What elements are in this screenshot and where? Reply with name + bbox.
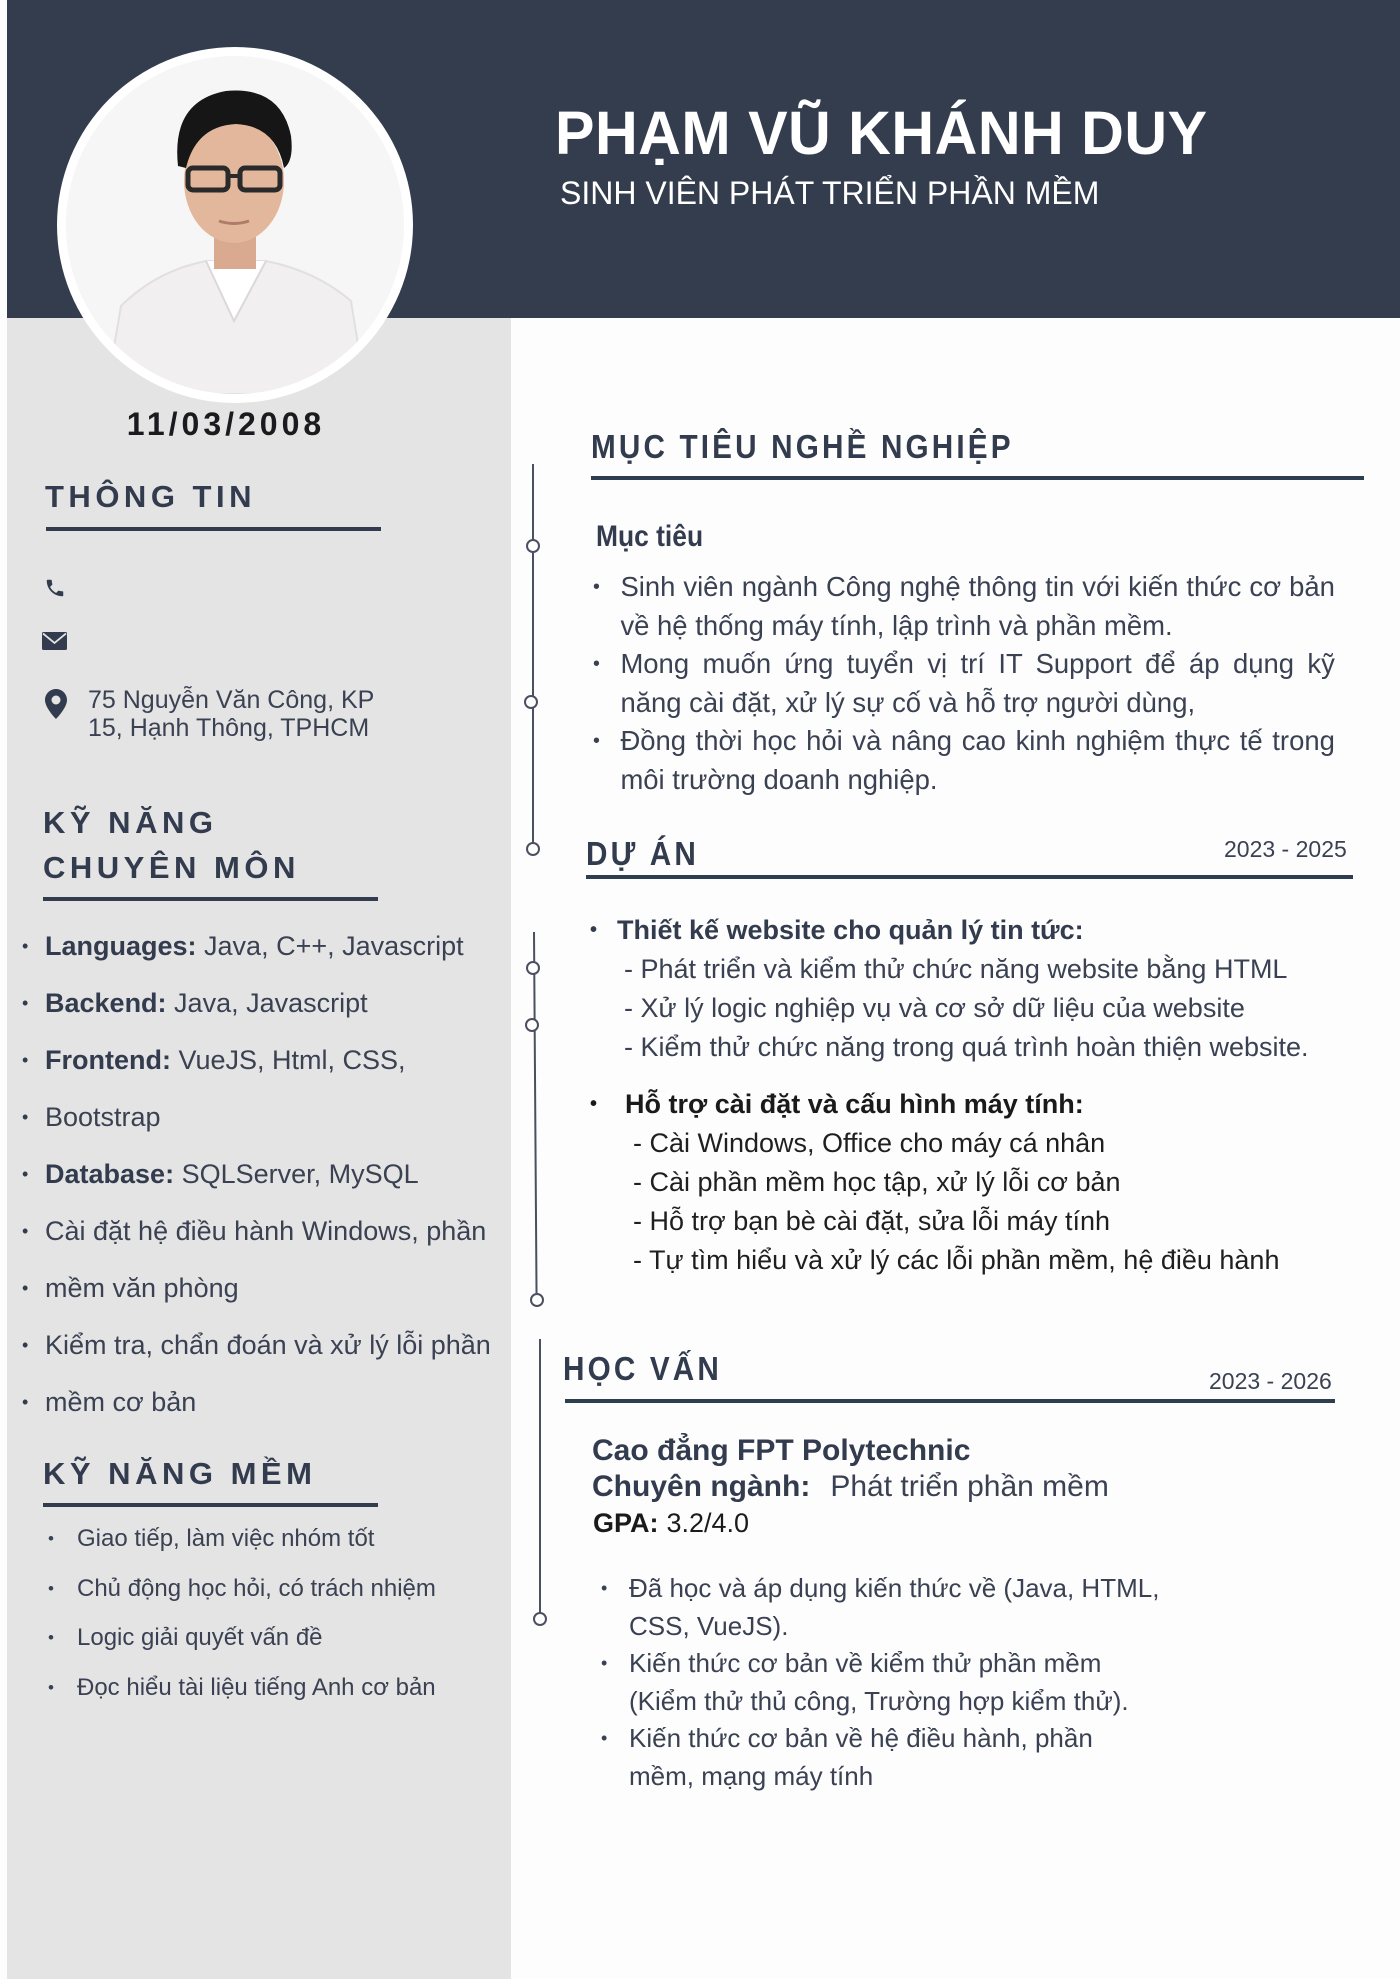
project-item (590, 1085, 1279, 1280)
education-item (601, 1720, 1159, 1795)
email-value (88, 628, 288, 654)
map-pin-icon (45, 689, 67, 719)
hard-skills-list (22, 918, 522, 1431)
education-item-line: (Kiểm thử thủ công, Trường hợp kiểm thử). (629, 1685, 1129, 1716)
education-date: 2023 - 2026 (1209, 1368, 1332, 1394)
objective-heading: MỤC TIÊU NGHỀ NGHIỆP (591, 428, 1014, 465)
education-item-line: • Đã học và áp dụng kiến thức về (Java, HTML, (629, 1573, 1160, 1603)
hard-skills-heading (43, 800, 300, 890)
skill-item-os-install (22, 1203, 522, 1260)
objective-item: • Sinh viên ngành Công nghệ thông tin với kiến thức cơ bản về hệ thống máy tính, lập trình và phần mềm. (593, 568, 1335, 645)
envelope-icon (42, 632, 67, 650)
skill-value: Cài đặt hệ điều hành Windows, phần (45, 1216, 487, 1246)
skill-item-continuation (22, 1260, 522, 1317)
skill-value: mềm cơ bản (45, 1387, 197, 1417)
skill-item-continuation (22, 1089, 522, 1146)
skill-label: Frontend: (45, 1045, 171, 1075)
project-detail: - Cài phần mềm học tập, xử lý lỗi cơ bản (633, 1167, 1121, 1197)
skill-item-languages (22, 918, 522, 975)
project-detail: - Phát triển và kiểm thử chức năng website bằng HTML (624, 954, 1288, 984)
education-item-line: • Kiến thức cơ bản về hệ điều hành, phần (629, 1723, 1093, 1753)
skill-value: Java, Javascript (166, 988, 368, 1018)
project-title: • Thiết kế website cho quản lý tin tức: (590, 911, 1309, 950)
candidate-title: SINH VIÊN PHÁT TRIỂN PHẦN MỀM (560, 175, 1100, 211)
timeline-dot-icon (533, 1612, 547, 1626)
education-gpa (593, 1508, 749, 1539)
education-item (601, 1645, 1159, 1720)
contact-heading-underline (46, 527, 381, 531)
gpa-label: GPA: (593, 1508, 659, 1538)
objective-item: • Mong muốn ứng tuyển vị trí IT Support để áp dụng kỹ năng cài đặt, xử lý sự cố và hỗ trợ người dùng, (593, 645, 1335, 722)
project-detail: - Hỗ trợ bạn bè cài đặt, sửa lỗi máy tính (633, 1206, 1110, 1236)
gpa-value: 3.2/4.0 (666, 1508, 750, 1538)
objective-item: • Đồng thời học hỏi và nâng cao kinh nghiệm thực tế trong môi trường doanh nghiệp. (593, 722, 1335, 799)
projects-heading-underline (586, 875, 1353, 879)
skill-value: SQLServer, MySQL (174, 1159, 419, 1189)
education-school: Cao đẳng FPT Polytechnic (592, 1434, 971, 1467)
timeline-dot-icon (530, 1293, 544, 1307)
skill-item-troubleshooting (22, 1317, 522, 1374)
contact-heading: THÔNG TIN (45, 479, 256, 514)
skill-value: mềm văn phòng (45, 1273, 239, 1303)
objective-heading-underline (591, 476, 1364, 480)
education-item (601, 1570, 1159, 1645)
objective-list (593, 568, 1350, 799)
soft-skills-heading-underline (43, 1503, 378, 1507)
project-detail: - Cài Windows, Office cho máy cá nhân (633, 1128, 1106, 1158)
hard-skills-heading-line-1: KỸ NĂNG (43, 805, 218, 840)
education-heading-underline (565, 1399, 1335, 1403)
soft-skills-list (48, 1514, 436, 1712)
projects-date: 2023 - 2025 (1224, 836, 1347, 862)
education-item-line: CSS, VueJS). (629, 1610, 789, 1641)
education-item-line: mềm, mạng máy tính (629, 1760, 874, 1791)
education-major (592, 1470, 1109, 1504)
skill-label: Database: (45, 1159, 175, 1189)
skill-value: Bootstrap (45, 1102, 161, 1132)
soft-skill-item: • Chủ động học hỏi, có trách nhiệm (48, 1564, 436, 1614)
project-title: • Hỗ trợ cài đặt và cấu hình máy tính: (590, 1085, 1279, 1124)
objective-subheading: Mục tiêu (596, 520, 704, 553)
timeline-dot-icon (526, 842, 540, 856)
project-detail: - Kiểm thử chức năng trong quá trình hoàn thiện website. (624, 1032, 1309, 1062)
profile-photo (57, 47, 413, 403)
timeline-dot-icon (526, 961, 540, 975)
skill-value: VueJS, Html, CSS, (170, 1045, 406, 1075)
soft-skill-item: • Logic giải quyết vấn đề (48, 1613, 436, 1663)
avatar (66, 56, 404, 394)
person-silhouette-icon (66, 56, 404, 394)
skill-item-database (22, 1146, 522, 1203)
soft-skill-item: • Giao tiếp, làm việc nhóm tốt (48, 1514, 436, 1564)
address-line-1: 75 Nguyễn Văn Công, KP (88, 686, 375, 714)
skill-label: Languages: (45, 931, 197, 961)
skill-item-frontend (22, 1032, 522, 1089)
project-detail: - Tự tìm hiểu và xử lý các lỗi phần mềm, hệ điều hành (633, 1245, 1280, 1275)
education-heading: HỌC VẤN (563, 1350, 723, 1387)
projects-heading: DỰ ÁN (586, 835, 699, 872)
education-list (601, 1570, 1159, 1795)
date-of-birth: 11/03/2008 (126, 406, 326, 442)
project-item (590, 911, 1309, 1067)
education-item-line: • Kiến thức cơ bản về kiểm thử phần mềm (629, 1648, 1102, 1678)
soft-skill-item: • Đọc hiểu tài liệu tiếng Anh cơ bản (48, 1663, 436, 1713)
skill-value: Java, C++, Javascript (196, 931, 464, 961)
timeline-line (533, 932, 538, 1294)
phone-value (88, 576, 288, 602)
skill-item-continuation (22, 1374, 522, 1431)
timeline-dot-icon (524, 695, 538, 709)
timeline-line (532, 464, 534, 852)
timeline-dot-icon (526, 539, 540, 553)
major-label: Chuyên ngành: (592, 1470, 811, 1503)
major-value: Phát triển phần mềm (830, 1470, 1109, 1503)
soft-skills-heading: KỸ NĂNG MỀM (43, 1456, 317, 1491)
hard-skills-heading-line-2: CHUYÊN MÔN (43, 850, 300, 885)
candidate-name: PHẠM VŨ KHÁNH DUY (555, 99, 1208, 167)
phone-icon (44, 577, 66, 599)
address-line-2: 15, Hạnh Thông, TPHCM (88, 714, 370, 742)
project-detail: - Xử lý logic nghiệp vụ và cơ sở dữ liệu của website (624, 993, 1245, 1023)
skill-label: Backend: (45, 988, 167, 1018)
hard-skills-heading-underline (43, 897, 378, 901)
skill-item-backend (22, 975, 522, 1032)
timeline-dot-icon (525, 1018, 539, 1032)
timeline-line (539, 1339, 541, 1614)
address (88, 686, 374, 742)
skill-value: Kiểm tra, chẩn đoán và xử lý lỗi phần (45, 1330, 491, 1360)
